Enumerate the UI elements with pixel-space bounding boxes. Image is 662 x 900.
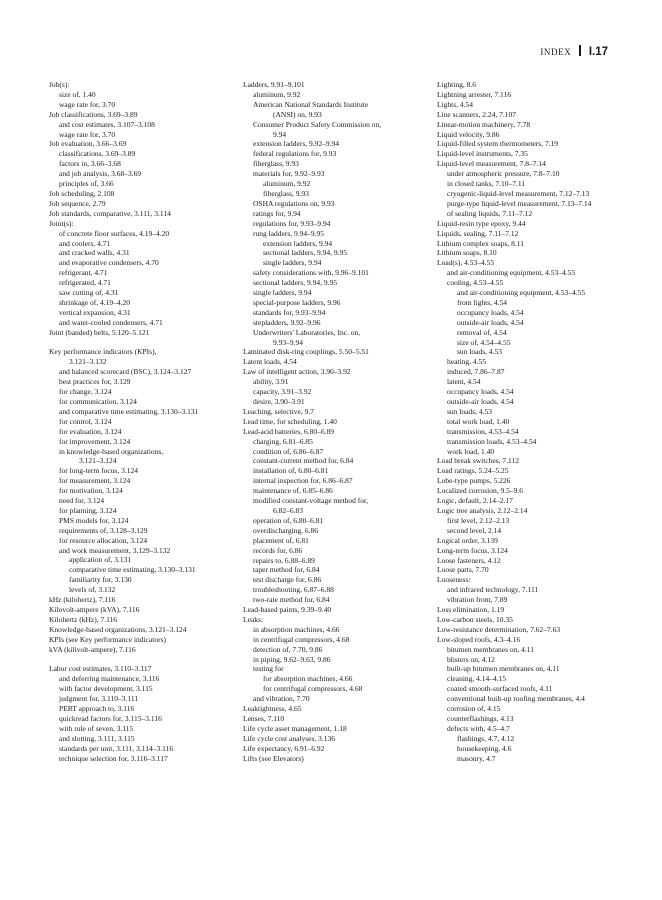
index-entry: Job evaluation, 3.66–3.69 [49,139,127,149]
index-subentry: and vibration, 7.70 [253,694,310,704]
index-entry: Liquid velocity, 9.86 [437,129,500,139]
index-subentry: in centrifugal compressors, 4.68 [253,634,350,644]
index-subentry: two-rate method for, 6.84 [253,595,330,605]
index-subentry: best practices for, 3.129 [59,377,131,387]
index-entry: Job sequence, 2.79 [49,198,106,208]
index-subentry: sun loads, 4.53 [457,347,502,357]
index-subentry: application of, 3.131 [69,555,132,565]
index-subentry: size of, 1.40 [59,89,96,99]
index-subentry: under atmospheric pressure, 7.8–7.10 [447,169,560,179]
index-subentry: sectional ladders, 9.94, 9.95 [263,248,347,258]
index-entry: Knowledge-based organizations, 3.121–3.124 [49,624,187,634]
index-subentry: for planning, 3.124 [59,505,117,515]
index-subentry: and air-conditioning equipment, 4.53–4.55 [447,268,576,278]
index-subentry: first level, 2.12–2.13 [447,515,510,525]
index-entry: Life cycle cost analyses, 3.136 [243,733,336,743]
index-entry: Loose parts, 7.70 [437,565,489,575]
index-subentry: vibration from, 7.89 [447,595,508,605]
index-subentry: Consumer Product Safety Commission on, [253,119,382,129]
index-subentry: induced, 7.86–7.87 [447,367,505,377]
index-subentry: 3.121–3.132 [69,357,107,367]
index-entry: Low-carbon steels, 10.35 [437,614,513,624]
index-subentry: ratings for, 9.94 [253,208,301,218]
index-subentry: and slotting, 3.111, 3.115 [59,733,135,743]
index-subentry: and cost estimates, 3.107–3.108 [59,119,155,129]
index-entry: Laminated disk-ring couplings, 5.50–5.51 [243,347,369,357]
index-entry: Logical order, 3.139 [437,535,498,545]
index-subentry: outside-air loads, 4.54 [457,317,524,327]
index-subentry: shrinkage of, 4.19–4.20 [59,297,131,307]
index-subentry: installation of, 6.80–6.81 [253,466,329,476]
index-subentry: constant-current method for, 6.84 [253,456,354,466]
index-subentry: refrigerated, 4.71 [59,278,111,288]
index-subentry: in knowledge-based organizations, [59,446,164,456]
index-subentry: of sealing liquids, 7.11–7.12 [447,208,533,218]
index-subentry: blisters on, 4.12 [447,654,495,664]
index-subentry: and work measurement, 3.129–3.132 [59,545,171,555]
index-subentry: for measurement, 3.124 [59,476,131,486]
index-entry: Joint(s): [49,218,74,228]
index-subentry: special-purpose ladders, 9.96 [253,297,341,307]
index-subentry: levels of, 3.132 [69,585,116,595]
index-subentry: removal of, 4.54 [457,327,507,337]
index-subentry: standards for, 9.93–9.94 [253,307,326,317]
index-subentry: defects with, 4.5–4.7 [447,723,510,733]
index-subentry: purge-type liquid-level measurement, 7.13–7.14 [447,198,592,208]
index-subentry: overdischarging, 6.86 [253,525,319,535]
index-subentry: charging, 6.81–6.85 [253,436,313,446]
index-subentry: fiberglass, 9.93 [263,188,309,198]
index-subentry: fiberglass, 9.93 [253,159,299,169]
index-entry: Load ratings, 5.24–5.25 [437,466,509,476]
index-subentry: and balanced scorecard (BSC), 3.124–3.127 [59,367,192,377]
index-subentry: occupancy loads, 4.54 [447,387,514,397]
index-subentry: extension ladders, 9.92–9.94 [253,139,340,149]
index-entry: Life expectancy, 6.91–6.92 [243,743,325,753]
index-subentry: 6.82–6.83 [273,505,303,515]
index-subentry: materials for, 9.92–9.93 [253,169,325,179]
index-entry: Latent loads, 4.54 [243,357,297,367]
index-subentry: work load, 1.40 [447,446,495,456]
index-subentry: standards per unit, 3.111, 3.114–3.116 [59,743,174,753]
index-subentry: stepladders, 9.92–9.96 [253,317,321,327]
index-entry: Liquid-filled system thermometers, 7.19 [437,139,559,149]
index-entry: Liquid-level measurement, 7.8–7.14 [437,159,546,169]
index-entry: Low-sloped roofs, 4.3–4.16 [437,634,521,644]
section-label: INDEX [540,47,572,57]
index-subentry: latent, 4.54 [447,377,481,387]
index-entry: Looseness: [437,575,471,585]
index-subentry: regulations for, 9.93–9.94 [253,218,331,228]
index-subentry: ability, 3.91 [253,377,289,387]
index-entry: Linear-motion machinery, 7.78 [437,119,531,129]
index-subentry: wage rate for, 3.70 [59,129,116,139]
index-subentry: transmission loads, 4.53–4.54 [447,436,537,446]
index-entry: Low-resistance determination, 7.62–7.63 [437,624,561,634]
index-subentry: for change, 3.124 [59,387,112,397]
index-subentry: built-up bitumen membranes on, 4.11 [447,664,560,674]
index-entry: Lighting, 8.6 [437,80,476,89]
index-subentry: refrigerant, 4.71 [59,268,108,278]
index-entry: Leaks: [243,614,263,624]
index-subentry: desire, 3.90–3.91 [253,397,305,406]
index-subentry: for long-term focus, 3.124 [59,466,138,476]
index-subentry: vertical expansion, 4.31 [59,307,131,317]
index-subentry: sectional ladders, 9.94, 9.95 [253,278,337,288]
index-subentry: principles of, 3.66 [59,179,114,189]
index-subentry: coated smooth-surfaced roofs, 4.11 [447,684,553,694]
index-entry: Liquid-resin type epoxy, 9.44 [437,218,526,228]
index-subentry: transmission, 4.53–4.54 [447,426,519,436]
index-subentry: masonry, 4.7 [457,753,496,763]
index-entry: Ladders, 9.91–9.101 [243,80,305,89]
running-header [540,44,608,58]
letter-group-gap [49,338,234,348]
index-subentry: test discharge for, 6.86 [253,575,322,585]
header-divider [579,45,581,56]
index-subentry: for improvement, 3.124 [59,436,131,446]
index-column-2 [243,80,428,764]
index-subentry: second level, 2.14 [447,525,502,535]
index-entry: Leaching, selective, 9.7 [243,406,315,416]
index-subentry: saw cutting of, 4.31 [59,288,119,298]
index-entry: Job standards, comparative, 3.111, 3.114 [49,208,171,218]
index-entry: Lifts (see Elevators) [243,753,304,763]
index-subentry: housekeeping, 4.6 [457,743,512,753]
index-subentry: and coolers, 4.71 [59,238,111,248]
index-entry: Load(s), 4.53–4.55 [437,258,495,268]
index-subentry: comparative time estimating, 3.130–3.131 [69,565,196,575]
index-entry: Loss elimination, 1.19 [437,605,505,615]
index-subentry: requirements of, 3.128–3.129 [59,525,148,535]
index-subentry: of concrete floor surfaces, 4.19–4.20 [59,228,170,238]
index-entry: Long-term focus, 3.124 [437,545,508,555]
index-subentry: bitumen membranes on, 4.11 [447,644,534,654]
index-entry: Job scheduling, 2.108 [49,188,115,198]
index-entry: Job(s): [49,80,70,89]
index-subentry: heating, 4.55 [447,357,486,367]
index-subentry: capacity, 3.91–3.92 [253,387,312,397]
index-subentry: and water-cooled condensers, 4.71 [59,317,163,327]
index-entry: Line scanners, 2.24, 7.107 [437,109,516,119]
index-subentry: placement of, 6.81 [253,535,309,545]
index-subentry: American National Standards Institute [253,99,369,109]
index-subentry: 3.121–3.124 [79,456,117,466]
index-subentry: cleaning, 4.14–4.15 [447,674,507,684]
index-subentry: detection of, 7.70, 9.86 [253,644,323,654]
index-entry: Lithium soaps, 8.10 [437,248,497,258]
index-subentry: with rule of seven, 3.115 [59,723,134,733]
page-number: I.17 [588,46,608,58]
index-subentry: and job analysis, 3.68–3.69 [59,169,142,179]
index-subentry: cryogenic-liquid-level measurement, 7.12–7.13 [447,188,590,198]
index-subentry: internal inspection for, 6.86–6.87 [253,476,353,486]
index-entry: Law of intelligent action, 3.90–3.92 [243,367,351,377]
index-subentry: condition of, 6.86–6.87 [253,446,324,456]
index-subentry: size of, 4.54–4.55 [457,337,511,347]
index-column-3 [437,80,627,764]
index-subentry: in absorption machines, 4.66 [253,624,340,634]
index-subentry: aluminum, 9.92 [263,179,311,189]
index-subentry: for resource allocation, 3.124 [59,535,148,545]
index-subentry: for centrifugal compressors, 4.68 [263,684,363,694]
index-entry: Key performance indicators (KPIs), [49,347,157,357]
index-subentry: modified constant-voltage method for, [253,496,369,506]
index-entry: Lights, 4.54 [437,99,474,109]
index-subentry: for motivation, 3.124 [59,486,123,496]
index-subentry: 9.94 [273,129,287,139]
index-subentry: flashings, 4.7, 4.12 [457,733,515,743]
index-subentry: Underwriters' Laboratories, Inc. on, [253,327,361,337]
index-subentry: OSHA regulations on, 9.93 [253,198,335,208]
index-subentry: outside-air loads, 4.54 [447,397,514,406]
index-subentry: and evaporative condensers, 4.70 [59,258,159,268]
index-subentry: for evaluation, 3.124 [59,426,122,436]
index-subentry: and cracked walls, 4.31 [59,248,130,258]
index-subentry: 9.93–9.94 [273,337,303,347]
index-entry: Loose fasteners, 4.12 [437,555,501,565]
index-entry: Leaktightness, 4.65 [243,704,302,714]
index-entry: kVA (kilivolt-ampere), 7.116 [49,644,136,654]
index-subentry: federal regulations for, 9.93 [253,149,337,159]
index-entry: kHz (kilohertz), 7.116 [49,595,116,605]
index-subentry: technique selection for, 3.116–3.117 [59,753,168,763]
index-subentry: in closed tanks, 7.10–7.11 [447,179,526,189]
index-entry: Lobe-type pumps, 5.226 [437,476,511,486]
index-entry: Liquids, sealing, 7.11–7.12 [437,228,519,238]
index-subentry: familiarity for, 3.130 [69,575,132,585]
index-entry: Load break switches, 7.112 [437,456,519,466]
index-entry: Joint (banded) belts, 5.120–5.121 [49,327,150,337]
index-subentry: for communication, 3.124 [59,396,137,406]
index-subentry: PERT approach to, 3.116 [59,704,135,714]
index-subentry: PMS models for, 3.124 [59,515,129,525]
index-subentry: conventional built-up roofing membranes, 4.4 [447,694,585,704]
index-subentry: and air-conditioning equipment, 4.53–4.55 [457,288,586,298]
index-entry: Lightning arrester, 7.116 [437,89,511,99]
index-subentry: single ladders, 9.94 [253,288,312,298]
index-entry: Localized corrosion, 9.5–9.6 [437,486,524,496]
index-subentry: in piping, 9.62–9.63, 9.86 [253,654,331,664]
index-entry: Lithium complex soaps, 8.11 [437,238,525,248]
index-subentry: judgment for, 3.110–3.111 [59,694,139,704]
index-subentry: and comparative time estimating, 3.130–3.131 [59,406,199,416]
index-subentry: and infrared technology, 7.111 [447,585,539,595]
index-subentry: operation of, 6.80–6.81 [253,515,324,525]
index-subentry: maintenance of, 6.85–6.86 [253,486,333,496]
index-subentry: occupancy loads, 4.54 [457,307,524,317]
index-subentry: repairs to, 6.88–6.89 [253,555,315,565]
index-entry: Kilohertz (kHz), 7.116 [49,614,118,624]
index-entry: Lead-acid batteries, 6.80–6.89 [243,426,335,436]
index-subentry: troubleshooting, 6.87–6.88 [253,585,334,595]
index-entry: Life cycle asset management, 1.18 [243,723,347,733]
index-subentry: quickread factors for, 3.115–3.116 [59,713,162,723]
index-entry: Labor cost estimates, 3.110–3.117 [49,664,152,674]
index-subentry: factors in, 3.66–3.68 [59,159,121,169]
index-subentry: rung ladders, 9.94–9.95 [253,228,325,238]
index-subentry: extension ladders, 9.94 [263,238,333,248]
index-subentry: classifications, 3.69–3.89 [59,149,136,159]
index-subentry: wage rate for, 3.70 [59,99,116,109]
index-subentry: total work load, 1.40 [447,416,510,426]
index-subentry: single ladders, 9.94 [263,258,322,268]
index-subentry: counterflashings, 4.13 [447,714,514,723]
index-subentry: aluminum, 9.92 [253,89,301,99]
index-entry: Liquid-level instruments, 7.35 [437,149,528,159]
index-subentry: taper method for, 6.84 [253,565,320,575]
index-subentry: from lights, 4.54 [457,297,507,307]
index-entry: Job classifications, 3.69–3.89 [49,109,138,119]
index-entry: Lenses, 7.110 [243,714,285,723]
index-entry: Lead time, for scheduling, 1.40 [243,416,337,426]
index-entry: Logic, default, 2.14–2.17 [437,496,513,506]
index-subentry: sun loads, 4.53 [447,406,492,416]
index-subentry: testing for [253,664,284,674]
index-entry: Lead-based paints, 9.39–9.40 [243,605,332,615]
index-subentry: safety considerations with, 9.96–9.101 [253,268,369,278]
index-entry: Logic tree analysis, 2.12–2.14 [437,505,528,515]
index-entry: KPIs (see Key performance indicators) [49,634,167,644]
index-subentry: and deferring maintenance, 3.116 [59,674,160,684]
index-subentry: records for, 6.86 [253,545,303,555]
index-subentry: (ANSI) on, 9.93 [273,109,322,119]
index-subentry: for control, 3.124 [59,416,112,426]
index-subentry: cooling, 4.53–4.55 [447,278,504,288]
index-subentry: for absorption machines, 4.66 [263,674,353,684]
index-subentry: corrosion of, 4.15 [447,704,501,714]
index-entry: Kilovolt-ampere (kVA), 7.116 [49,605,140,615]
index-subentry: with factor development, 3.115 [59,684,153,694]
letter-group-gap [49,655,234,665]
index-column-1 [49,80,234,764]
index-subentry: need for, 3.124 [59,496,105,506]
